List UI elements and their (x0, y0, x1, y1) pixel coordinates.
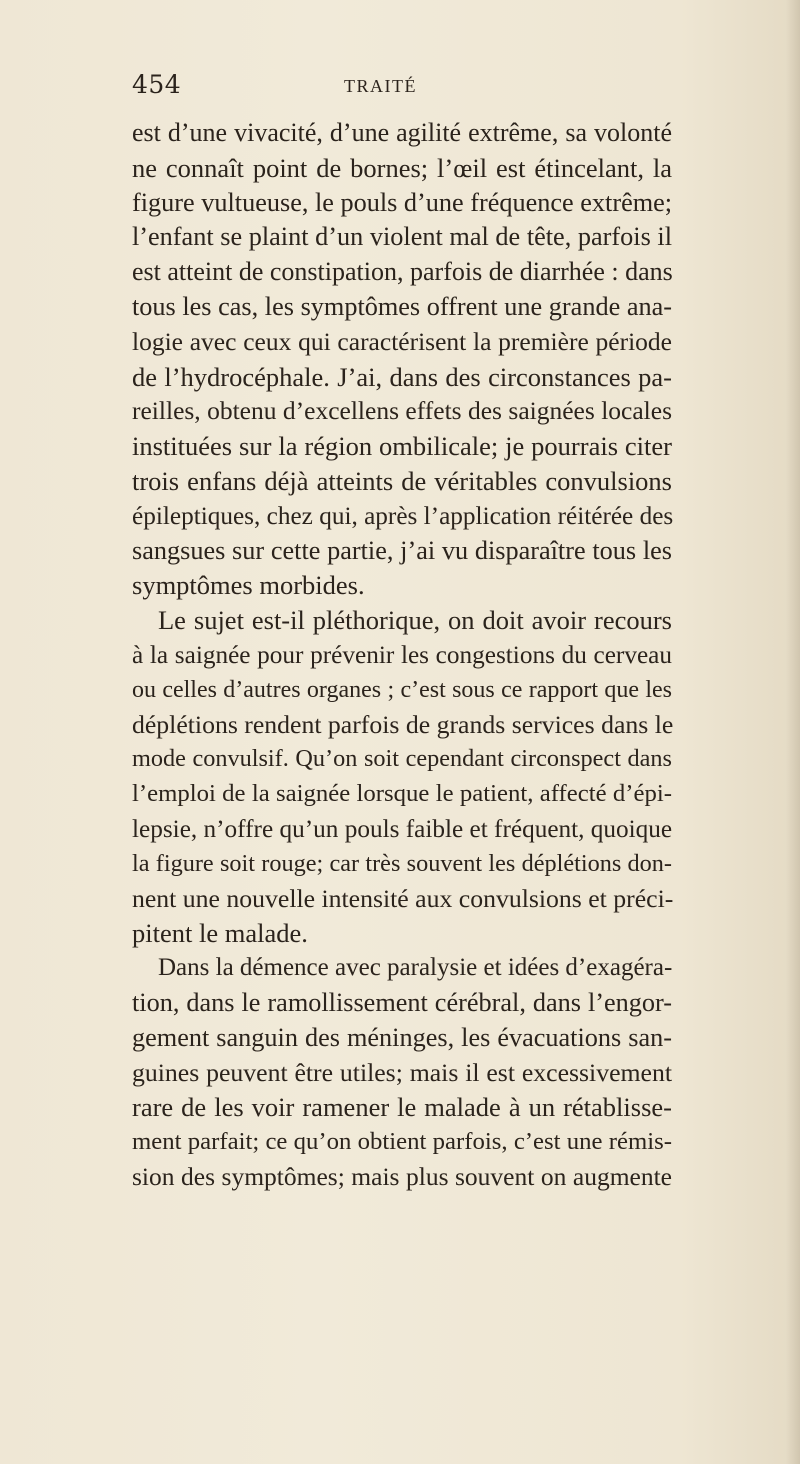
text-line: de l’hydrocéphale. J’ai, dans des circonstances pa- (132, 361, 672, 392)
text-line: reilles, obtenu d’excellens effets des saignées locales (132, 396, 672, 426)
text-line: tous les cas, les symptômes offrent une grande ana- (132, 291, 672, 321)
text-line: trois enfans déjà atteints de véritables convulsions (132, 465, 672, 496)
text-line: est atteint de constipation, parfois de diarrhée : dans (132, 257, 673, 287)
text-line: sion des symptômes; mais plus souvent on augmente (132, 1161, 672, 1191)
text-line: symptômes morbides. (132, 570, 365, 601)
text-line: mode convulsif. Qu’on soit cependant circonspect dans (132, 745, 672, 773)
text-line: tion, dans le ramollissement cérébral, dans l’engor- (132, 987, 672, 1017)
text-line: l’enfant se plaint d’un violent mal de tête, parfois il (132, 222, 672, 252)
text-line: Le sujet est-il pléthorique, on doit avoir recours (158, 605, 672, 636)
text-line: rare de les voir ramener le malade à un rétablisse- (132, 1092, 672, 1123)
text-line: nent une nouvelle intensité aux convulsions et préci- (132, 883, 674, 913)
text-line: la figure soit rouge; car très souvent les déplétions don- (132, 849, 672, 877)
text-line: instituées sur la région ombilicale; je pourrais citer (132, 431, 672, 462)
text-line: déplétions rendent parfois de grands services dans le (132, 709, 674, 739)
text-line: à la saignée pour prévenir les congestions du cerveau (132, 640, 672, 669)
page-edge-shadow (786, 0, 800, 1464)
text-line: logie avec ceux qui caractérisent la première période (132, 326, 672, 356)
text-line: ou celles d’autres organes ; c’est sous ce rapport que les (132, 676, 672, 703)
text-line: sangsues sur cette partie, j’ai vu disparaître tous les (132, 535, 672, 565)
text-line: gement sanguin des méninges, les évacuations san- (132, 1022, 672, 1052)
text-line: Dans la démence avec paralysie et idées d’exagéra- (158, 954, 673, 982)
text-line: est d’une vivacité, d’une agilité extrême, sa volonté (132, 118, 672, 147)
text-line: pitent le malade. (132, 918, 308, 949)
page-number: 454 (132, 70, 182, 99)
body-text (132, 116, 672, 1195)
running-title: TRAITÉ (344, 76, 417, 96)
text-line: épileptiques, chez qui, après l’application réitérée des (132, 501, 674, 530)
text-line: lepsie, n’offre qu’un pouls faible et fréquent, quoique (132, 814, 673, 843)
text-line: guines peuvent être utiles; mais il est excessivement (132, 1057, 672, 1087)
text-line: ment parfait; ce qu’on obtient parfois, c’est une rémis- (132, 1128, 672, 1156)
page-header (132, 70, 672, 110)
text-line: l’emploi de la saignée lorsque le patient, affecté d’épi- (132, 780, 672, 808)
text-line: ne connaît point de bornes; l’œil est étincelant, la (132, 152, 672, 183)
text-line: figure vultueuse, le pouls d’une fréquence extrême; (132, 187, 673, 217)
